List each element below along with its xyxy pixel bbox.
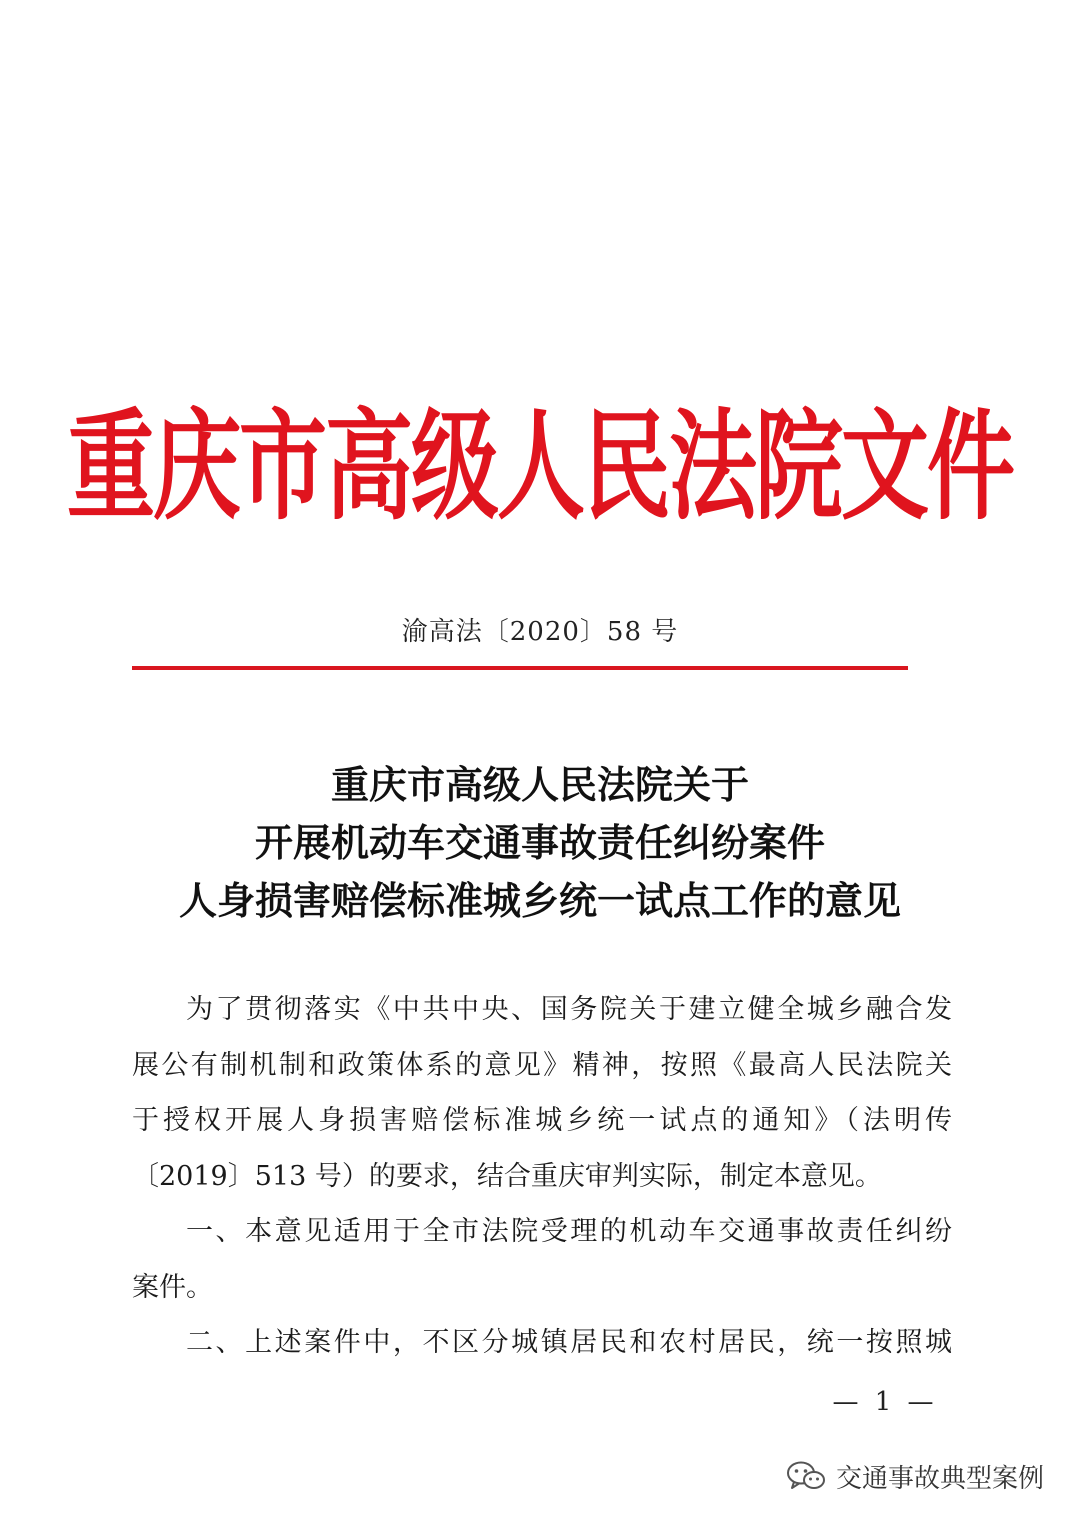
issuer-header-title: 重庆市高级人民法院文件 — [66, 396, 1013, 536]
page-number: — 1 — — [832, 1387, 938, 1417]
body-line: 一、本意见适用于全市法院受理的机动车交通事故责任纠纷 — [186, 1216, 952, 1247]
wechat-watermark — [786, 1454, 1044, 1498]
document-title-line: 重庆市高级人民法院关于 — [330, 763, 749, 807]
body-line: 案件。 — [132, 1271, 213, 1303]
document-title — [0, 756, 1080, 930]
red-divider-line — [132, 666, 908, 670]
watermark-account-name: 交通事故典型案例 — [835, 1463, 1044, 1494]
body-line: 为了贯彻落实《中共中央、国务院关于建立健全城乡融合发 — [186, 994, 952, 1025]
body-line: 〔2019〕513 号）的要求，结合重庆审判实际，制定本意见。 — [132, 1160, 882, 1192]
document-number: 渝高法〔2020〕58 号 — [401, 617, 679, 647]
document-title-line: 开展机动车交通事故责任纠纷案件 — [254, 821, 825, 865]
wechat-icon — [786, 1460, 826, 1492]
body-line: 二、上述案件中，不区分城镇居民和农村居民，统一按照城 — [186, 1327, 952, 1358]
body-line: 于授权开展人身损害赔偿标准城乡统一试点的通知》（法明传 — [132, 1105, 952, 1136]
body-line: 展公有制机制和政策体系的意见》精神，按照《最高人民法院关 — [132, 1049, 952, 1081]
document-title-line: 人身损害赔偿标准城乡统一试点工作的意见 — [178, 879, 901, 923]
document-body — [132, 982, 952, 1371]
